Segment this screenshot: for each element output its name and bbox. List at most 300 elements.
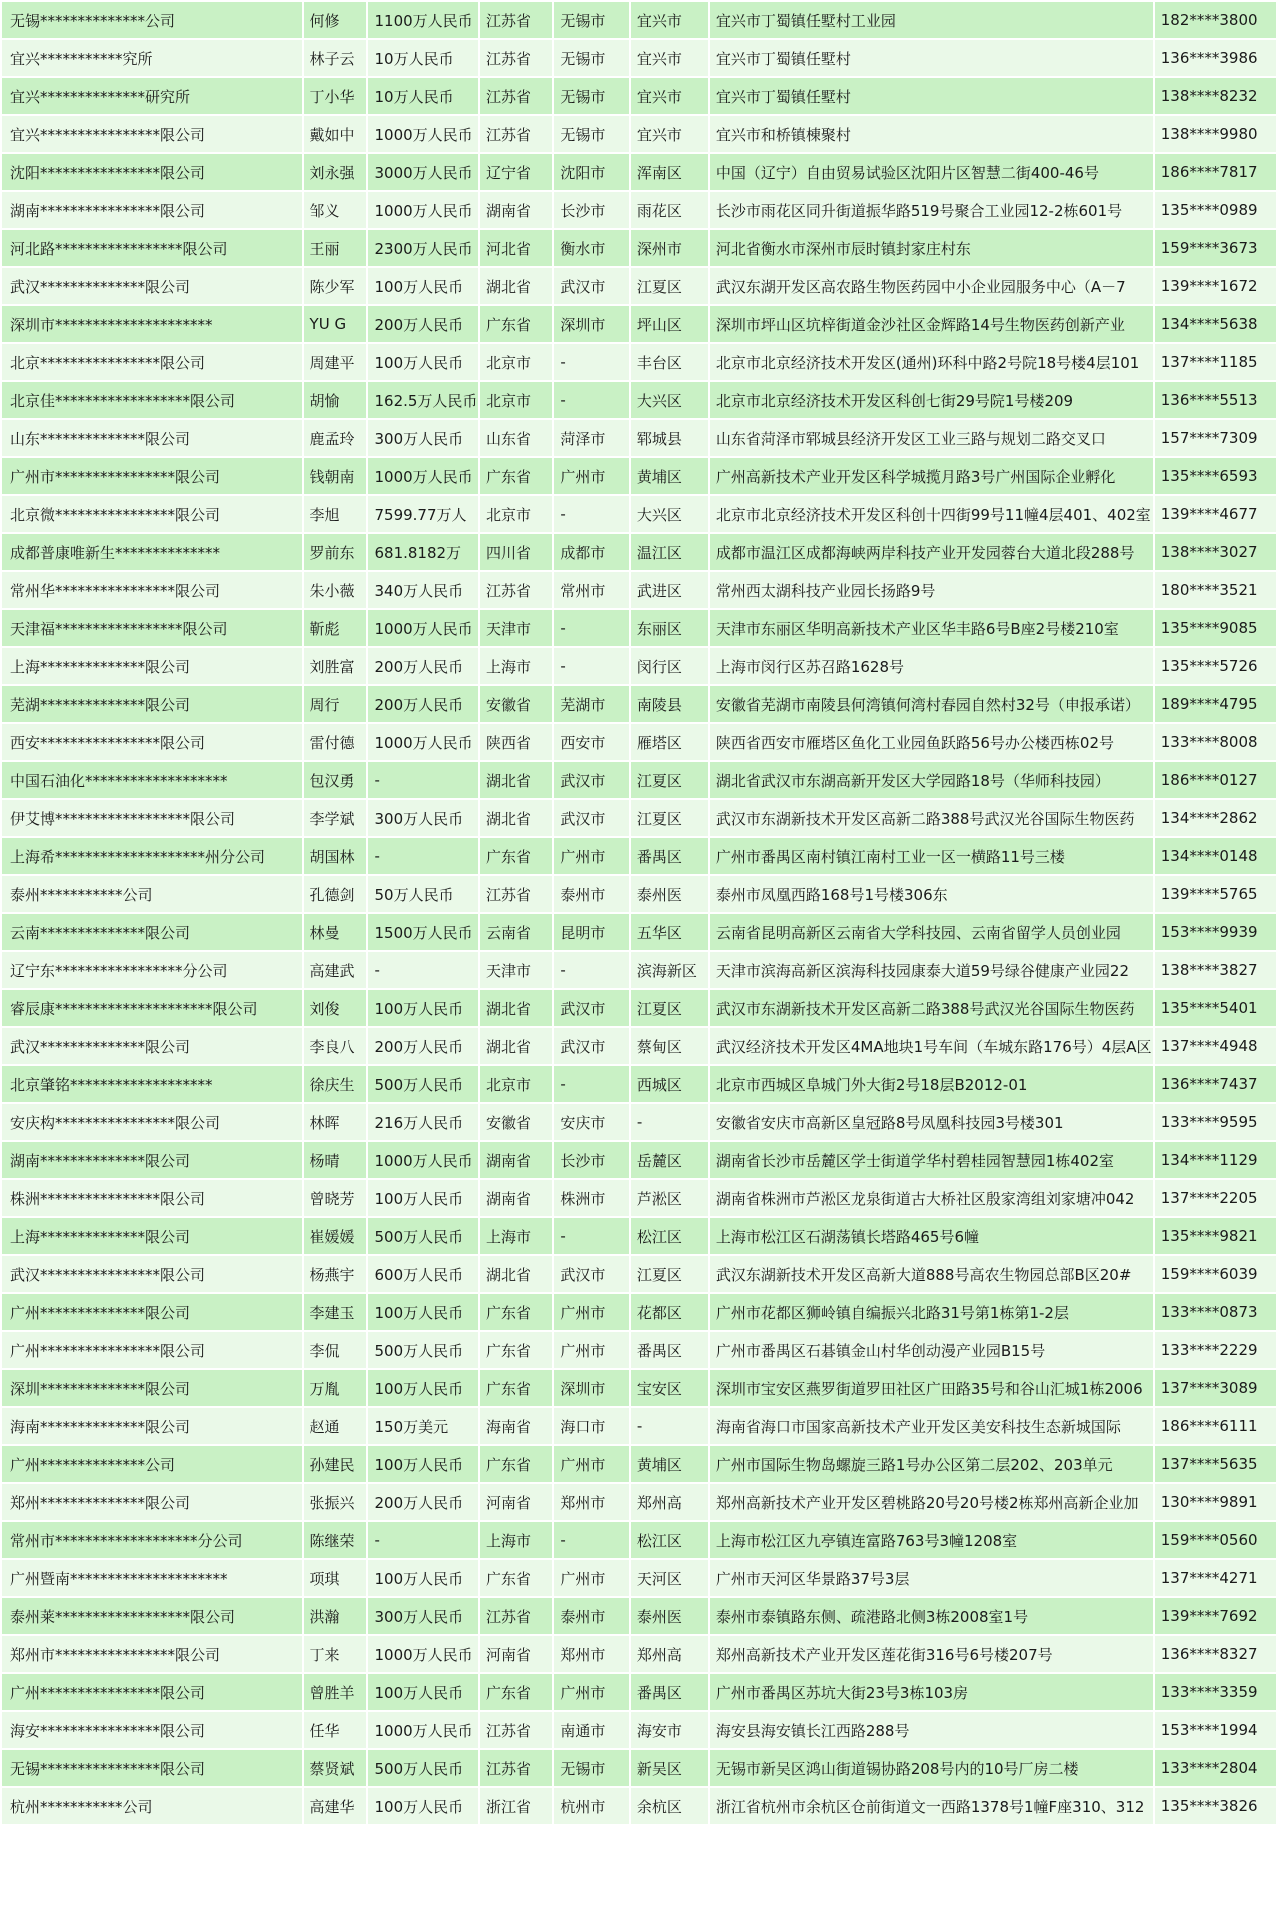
city-cell: 长沙市 <box>554 1142 629 1178</box>
company-name-cell: 云南**************限公司 <box>2 914 302 950</box>
table-row <box>2 686 1276 722</box>
city-cell: 衡水市 <box>554 230 629 266</box>
address-cell: 海安县海安镇长江西路288号 <box>710 1712 1153 1748</box>
phone-cell: 138****3027 <box>1155 534 1276 570</box>
province-cell: 湖南省 <box>480 1180 552 1216</box>
legal-rep-cell: 朱小薇 <box>304 572 367 608</box>
legal-rep-cell: 包汉勇 <box>304 762 367 798</box>
legal-rep-cell: 钱朝南 <box>304 458 367 494</box>
phone-cell: 138****3827 <box>1155 952 1276 988</box>
company-name-cell: 睿辰康*********************限公司 <box>2 990 302 1026</box>
address-cell: 安徽省安庆市高新区皇冠路8号凤凰科技园3号楼301 <box>710 1104 1153 1140</box>
address-cell: 宜兴市丁蜀镇任墅村 <box>710 40 1153 76</box>
province-cell: 陕西省 <box>480 724 552 760</box>
company-name-cell: 广州**************公司 <box>2 1446 302 1482</box>
registered-capital-cell: 1000万人民币 <box>368 192 478 228</box>
district-cell: 宜兴市 <box>631 116 708 152</box>
phone-cell: 135****5401 <box>1155 990 1276 1026</box>
city-cell: 武汉市 <box>554 800 629 836</box>
district-cell: 浑南区 <box>631 154 708 190</box>
legal-rep-cell: 孙建民 <box>304 1446 367 1482</box>
address-cell: 北京市北京经济技术开发区科创七街29号院1号楼209 <box>710 382 1153 418</box>
legal-rep-cell: 胡愉 <box>304 382 367 418</box>
registered-capital-cell: 150万美元 <box>368 1408 478 1444</box>
company-name-cell: 郑州**************限公司 <box>2 1484 302 1520</box>
province-cell: 广东省 <box>480 838 552 874</box>
address-cell: 深圳市宝安区燕罗街道罗田社区广田路35号和谷山汇城1栋2006 <box>710 1370 1153 1406</box>
legal-rep-cell: 靳彪 <box>304 610 367 646</box>
company-name-cell: 中国石油化******************* <box>2 762 302 798</box>
city-cell: 无锡市 <box>554 2 629 38</box>
legal-rep-cell: 周建平 <box>304 344 367 380</box>
address-cell: 山东省菏泽市郓城县经济开发区工业三路与规划二路交叉口 <box>710 420 1153 456</box>
city-cell: 株洲市 <box>554 1180 629 1216</box>
table-row <box>2 1484 1276 1520</box>
company-name-cell: 常州华****************限公司 <box>2 572 302 608</box>
company-name-cell: 宜兴**************研究所 <box>2 78 302 114</box>
address-cell: 广州市番禺区苏坑大街23号3栋103房 <box>710 1674 1153 1710</box>
address-cell: 泰州市凤凰西路168号1号楼306东 <box>710 876 1153 912</box>
province-cell: 上海市 <box>480 648 552 684</box>
table-row <box>2 306 1276 342</box>
address-cell: 广州市番禺区南村镇江南村工业一区一横路11号三楼 <box>710 838 1153 874</box>
registered-capital-cell: 500万人民币 <box>368 1218 478 1254</box>
legal-rep-cell: 曾胜羊 <box>304 1674 367 1710</box>
phone-cell: 134****5638 <box>1155 306 1276 342</box>
company-name-cell: 沈阳****************限公司 <box>2 154 302 190</box>
company-name-cell: 武汉****************限公司 <box>2 1256 302 1292</box>
company-name-cell: 上海希********************州分公司 <box>2 838 302 874</box>
city-cell: 无锡市 <box>554 40 629 76</box>
legal-rep-cell: 项琪 <box>304 1560 367 1596</box>
registered-capital-cell: 10万人民币 <box>368 78 478 114</box>
city-cell: 武汉市 <box>554 1256 629 1292</box>
address-cell: 成都市温江区成都海峡两岸科技产业开发园蓉台大道北段288号 <box>710 534 1153 570</box>
city-cell: 无锡市 <box>554 1750 629 1786</box>
company-name-cell: 山东**************限公司 <box>2 420 302 456</box>
registered-capital-cell: 300万人民币 <box>368 420 478 456</box>
company-name-cell: 海安****************限公司 <box>2 1712 302 1748</box>
legal-rep-cell: 胡国林 <box>304 838 367 874</box>
province-cell: 广东省 <box>480 1332 552 1368</box>
address-cell: 湖南省株洲市芦淞区龙泉街道古大桥社区殷家湾组刘家塘冲042 <box>710 1180 1153 1216</box>
legal-rep-cell: 高建武 <box>304 952 367 988</box>
legal-rep-cell: 徐庆生 <box>304 1066 367 1102</box>
city-cell: 武汉市 <box>554 1028 629 1064</box>
district-cell: 宜兴市 <box>631 78 708 114</box>
legal-rep-cell: 陈少军 <box>304 268 367 304</box>
address-cell: 常州西太湖科技产业园长扬路9号 <box>710 572 1153 608</box>
phone-cell: 186****0127 <box>1155 762 1276 798</box>
address-cell: 武汉市东湖新技术开发区高新二路388号武汉光谷国际生物医药 <box>710 800 1153 836</box>
city-cell: 深圳市 <box>554 306 629 342</box>
address-cell: 北京市北京经济技术开发区(通州)环科中路2号院18号楼4层101 <box>710 344 1153 380</box>
table-row <box>2 1294 1276 1330</box>
province-cell: 江苏省 <box>480 1712 552 1748</box>
registered-capital-cell: 2300万人民币 <box>368 230 478 266</box>
legal-rep-cell: 罗前东 <box>304 534 367 570</box>
city-cell: 深圳市 <box>554 1370 629 1406</box>
district-cell: 闵行区 <box>631 648 708 684</box>
phone-cell: 136****5513 <box>1155 382 1276 418</box>
phone-cell: 138****9980 <box>1155 116 1276 152</box>
district-cell: 郑州高 <box>631 1484 708 1520</box>
legal-rep-cell: 鹿孟玲 <box>304 420 367 456</box>
district-cell: 海安市 <box>631 1712 708 1748</box>
district-cell: 丰台区 <box>631 344 708 380</box>
table-row <box>2 534 1276 570</box>
province-cell: 广东省 <box>480 458 552 494</box>
phone-cell: 139****1672 <box>1155 268 1276 304</box>
province-cell: 云南省 <box>480 914 552 950</box>
company-name-cell: 湖南**************限公司 <box>2 1142 302 1178</box>
registered-capital-cell: 50万人民币 <box>368 876 478 912</box>
company-name-cell: 北京佳******************限公司 <box>2 382 302 418</box>
registered-capital-cell: 10万人民币 <box>368 40 478 76</box>
table-row <box>2 1674 1276 1710</box>
table-row <box>2 1332 1276 1368</box>
city-cell: 无锡市 <box>554 78 629 114</box>
table-row <box>2 40 1276 76</box>
registered-capital-cell: 1500万人民币 <box>368 914 478 950</box>
address-cell: 长沙市雨花区同升街道振华路519号聚合工业园12-2栋601号 <box>710 192 1153 228</box>
province-cell: 北京市 <box>480 382 552 418</box>
legal-rep-cell: 邹义 <box>304 192 367 228</box>
address-cell: 宜兴市和桥镇棟聚村 <box>710 116 1153 152</box>
registered-capital-cell: 100万人民币 <box>368 344 478 380</box>
table-row <box>2 2 1276 38</box>
address-cell: 天津市东丽区华明高新技术产业区华丰路6号B座2号楼210室 <box>710 610 1153 646</box>
table-row <box>2 78 1276 114</box>
province-cell: 湖北省 <box>480 1028 552 1064</box>
district-cell: 花都区 <box>631 1294 708 1330</box>
city-cell: - <box>554 344 629 380</box>
phone-cell: 134****0148 <box>1155 838 1276 874</box>
legal-rep-cell: 刘永强 <box>304 154 367 190</box>
district-cell: 郓城县 <box>631 420 708 456</box>
legal-rep-cell: 林曼 <box>304 914 367 950</box>
address-cell: 河北省衡水市深州市辰时镇封家庄村东 <box>710 230 1153 266</box>
city-cell: - <box>554 1522 629 1558</box>
registered-capital-cell: 1000万人民币 <box>368 724 478 760</box>
district-cell: 岳麓区 <box>631 1142 708 1178</box>
province-cell: 天津市 <box>480 610 552 646</box>
address-cell: 郑州高新技术产业开发区莲花街316号6号楼207号 <box>710 1636 1153 1672</box>
city-cell: 无锡市 <box>554 116 629 152</box>
district-cell: 武进区 <box>631 572 708 608</box>
district-cell: 雨花区 <box>631 192 708 228</box>
district-cell: 江夏区 <box>631 268 708 304</box>
registered-capital-cell: 100万人民币 <box>368 1294 478 1330</box>
table-row <box>2 724 1276 760</box>
city-cell: 成都市 <box>554 534 629 570</box>
city-cell: 广州市 <box>554 1674 629 1710</box>
city-cell: 武汉市 <box>554 990 629 1026</box>
phone-cell: 159****3673 <box>1155 230 1276 266</box>
province-cell: 安徽省 <box>480 1104 552 1140</box>
table-row <box>2 952 1276 988</box>
legal-rep-cell: 戴如中 <box>304 116 367 152</box>
address-cell: 海南省海口市国家高新技术产业开发区美安科技生态新城国际 <box>710 1408 1153 1444</box>
district-cell: 泰州医 <box>631 1598 708 1634</box>
address-cell: 安徽省芜湖市南陵县何湾镇何湾村春园自然村32号（申报承诺） <box>710 686 1153 722</box>
address-cell: 武汉经济技术开发区4MA地块1号车间（车城东路176号）4层A区 <box>710 1028 1153 1064</box>
phone-cell: 137****5635 <box>1155 1446 1276 1482</box>
phone-cell: 138****8232 <box>1155 78 1276 114</box>
registered-capital-cell: 216万人民币 <box>368 1104 478 1140</box>
registered-capital-cell: 100万人民币 <box>368 1674 478 1710</box>
registered-capital-cell: 1000万人民币 <box>368 1636 478 1672</box>
city-cell: 武汉市 <box>554 762 629 798</box>
table-row <box>2 1446 1276 1482</box>
city-cell: 广州市 <box>554 1332 629 1368</box>
legal-rep-cell: 刘俊 <box>304 990 367 1026</box>
province-cell: 广东省 <box>480 1560 552 1596</box>
legal-rep-cell: 万胤 <box>304 1370 367 1406</box>
province-cell: 天津市 <box>480 952 552 988</box>
registered-capital-cell: 200万人民币 <box>368 1484 478 1520</box>
district-cell: 黄埔区 <box>631 458 708 494</box>
table-row <box>2 344 1276 380</box>
table-row <box>2 876 1276 912</box>
address-cell: 武汉东湖开发区高农路生物医药园中小企业园服务中心（A－7 <box>710 268 1153 304</box>
company-name-cell: 宜兴****************限公司 <box>2 116 302 152</box>
table-row <box>2 1636 1276 1672</box>
district-cell: 郑州高 <box>631 1636 708 1672</box>
registered-capital-cell: 500万人民币 <box>368 1750 478 1786</box>
table-row <box>2 1028 1276 1064</box>
address-cell: 浙江省杭州市余杭区仓前街道文一西路1378号1幢F座310、312 <box>710 1788 1153 1824</box>
registered-capital-cell: 681.8182万 <box>368 534 478 570</box>
legal-rep-cell: 杨晴 <box>304 1142 367 1178</box>
city-cell: 广州市 <box>554 1560 629 1596</box>
registered-capital-cell: 100万人民币 <box>368 1370 478 1406</box>
district-cell: 温江区 <box>631 534 708 570</box>
district-cell: 坪山区 <box>631 306 708 342</box>
province-cell: 江苏省 <box>480 78 552 114</box>
registered-capital-cell: 300万人民币 <box>368 1598 478 1634</box>
registered-capital-cell: 200万人民币 <box>368 306 478 342</box>
province-cell: 湖北省 <box>480 762 552 798</box>
registered-capital-cell: 200万人民币 <box>368 1028 478 1064</box>
address-cell: 宜兴市丁蜀镇任墅村 <box>710 78 1153 114</box>
company-name-cell: 上海**************限公司 <box>2 648 302 684</box>
phone-cell: 133****0873 <box>1155 1294 1276 1330</box>
district-cell: 深州市 <box>631 230 708 266</box>
phone-cell: 189****4795 <box>1155 686 1276 722</box>
company-name-cell: 广州暨南********************* <box>2 1560 302 1596</box>
registered-capital-cell: 600万人民币 <box>368 1256 478 1292</box>
table-row <box>2 838 1276 874</box>
city-cell: 郑州市 <box>554 1484 629 1520</box>
address-cell: 广州高新技术产业开发区科学城揽月路3号广州国际企业孵化 <box>710 458 1153 494</box>
company-name-cell: 北京微****************限公司 <box>2 496 302 532</box>
phone-cell: 153****9939 <box>1155 914 1276 950</box>
address-cell: 无锡市新吴区鸿山街道锡协路208号内的10号厂房二楼 <box>710 1750 1153 1786</box>
city-cell: - <box>554 382 629 418</box>
registered-capital-cell: 1000万人民币 <box>368 1142 478 1178</box>
registered-capital-cell: 7599.77万人 <box>368 496 478 532</box>
phone-cell: 159****6039 <box>1155 1256 1276 1292</box>
registered-capital-cell: 1100万人民币 <box>368 2 478 38</box>
phone-cell: 133****3359 <box>1155 1674 1276 1710</box>
district-cell: 西城区 <box>631 1066 708 1102</box>
table-row <box>2 1104 1276 1140</box>
registered-capital-cell: 100万人民币 <box>368 1560 478 1596</box>
phone-cell: 137****4948 <box>1155 1028 1276 1064</box>
company-name-cell: 广州市****************限公司 <box>2 458 302 494</box>
province-cell: 山东省 <box>480 420 552 456</box>
legal-rep-cell: 赵通 <box>304 1408 367 1444</box>
legal-rep-cell: 李良八 <box>304 1028 367 1064</box>
registered-capital-cell: 162.5万人民币 <box>368 382 478 418</box>
legal-rep-cell: 孔德剑 <box>304 876 367 912</box>
phone-cell: 135****3826 <box>1155 1788 1276 1824</box>
district-cell: 松江区 <box>631 1218 708 1254</box>
phone-cell: 186****6111 <box>1155 1408 1276 1444</box>
table-row <box>2 1066 1276 1102</box>
phone-cell: 134****2862 <box>1155 800 1276 836</box>
city-cell: 广州市 <box>554 458 629 494</box>
registered-capital-cell: - <box>368 952 478 988</box>
address-cell: 湖北省武汉市东湖高新开发区大学园路18号（华师科技园） <box>710 762 1153 798</box>
phone-cell: 135****9085 <box>1155 610 1276 646</box>
phone-cell: 137****2205 <box>1155 1180 1276 1216</box>
legal-rep-cell: 李旭 <box>304 496 367 532</box>
district-cell: 大兴区 <box>631 382 708 418</box>
address-cell: 天津市滨海高新区滨海科技园康泰大道59号绿谷健康产业园22 <box>710 952 1153 988</box>
province-cell: 湖北省 <box>480 1256 552 1292</box>
province-cell: 辽宁省 <box>480 154 552 190</box>
table-row <box>2 1180 1276 1216</box>
registered-capital-cell: 500万人民币 <box>368 1066 478 1102</box>
table-row <box>2 1218 1276 1254</box>
company-name-cell: 西安****************限公司 <box>2 724 302 760</box>
city-cell: 安庆市 <box>554 1104 629 1140</box>
address-cell: 上海市松江区石湖荡镇长塔路465号6幢 <box>710 1218 1153 1254</box>
company-name-cell: 广州****************限公司 <box>2 1674 302 1710</box>
company-name-cell: 广州**************限公司 <box>2 1294 302 1330</box>
district-cell: 五华区 <box>631 914 708 950</box>
province-cell: 广东省 <box>480 1674 552 1710</box>
address-cell: 陕西省西安市雁塔区鱼化工业园鱼跃路56号办公楼西栋02号 <box>710 724 1153 760</box>
address-cell: 北京市北京经济技术开发区科创十四街99号11幢4层401、402室 <box>710 496 1153 532</box>
city-cell: 泰州市 <box>554 1598 629 1634</box>
address-cell: 武汉东湖新技术开发区高新大道888号高农生物园总部B区20# <box>710 1256 1153 1292</box>
district-cell: 余杭区 <box>631 1788 708 1824</box>
table-row <box>2 154 1276 190</box>
legal-rep-cell: 李学斌 <box>304 800 367 836</box>
province-cell: 浙江省 <box>480 1788 552 1824</box>
city-cell: - <box>554 610 629 646</box>
table-row <box>2 1408 1276 1444</box>
district-cell: 南陵县 <box>631 686 708 722</box>
district-cell: 泰州医 <box>631 876 708 912</box>
address-cell: 湖南省长沙市岳麓区学士街道学华村碧桂园智慧园1栋402室 <box>710 1142 1153 1178</box>
province-cell: 湖北省 <box>480 800 552 836</box>
phone-cell: 137****4271 <box>1155 1560 1276 1596</box>
province-cell: 河南省 <box>480 1636 552 1672</box>
table-row <box>2 990 1276 1026</box>
province-cell: 上海市 <box>480 1522 552 1558</box>
phone-cell: 153****1994 <box>1155 1712 1276 1748</box>
registered-capital-cell: 3000万人民币 <box>368 154 478 190</box>
district-cell: 番禺区 <box>631 1332 708 1368</box>
table-row <box>2 914 1276 950</box>
province-cell: 海南省 <box>480 1408 552 1444</box>
province-cell: 湖南省 <box>480 192 552 228</box>
legal-rep-cell: 李建玉 <box>304 1294 367 1330</box>
district-cell: 黄埔区 <box>631 1446 708 1482</box>
phone-cell: 133****9595 <box>1155 1104 1276 1140</box>
phone-cell: 135****9821 <box>1155 1218 1276 1254</box>
phone-cell: 130****9891 <box>1155 1484 1276 1520</box>
legal-rep-cell: 蔡贤斌 <box>304 1750 367 1786</box>
legal-rep-cell: 刘胜富 <box>304 648 367 684</box>
company-name-cell: 成都普康唯新生************** <box>2 534 302 570</box>
address-cell: 广州市花都区狮岭镇自编振兴北路31号第1栋第1-2层 <box>710 1294 1153 1330</box>
company-name-cell: 武汉**************限公司 <box>2 268 302 304</box>
company-name-cell: 无锡****************限公司 <box>2 1750 302 1786</box>
city-cell: 广州市 <box>554 838 629 874</box>
legal-rep-cell: 林子云 <box>304 40 367 76</box>
city-cell: 广州市 <box>554 1446 629 1482</box>
registered-capital-cell: - <box>368 762 478 798</box>
phone-cell: 135****0989 <box>1155 192 1276 228</box>
address-cell: 北京市西城区阜城门外大街2号18层B2012-01 <box>710 1066 1153 1102</box>
registered-capital-cell: 100万人民币 <box>368 990 478 1026</box>
registered-capital-cell: 500万人民币 <box>368 1332 478 1368</box>
city-cell: - <box>554 1066 629 1102</box>
table-row <box>2 1256 1276 1292</box>
city-cell: 芜湖市 <box>554 686 629 722</box>
province-cell: 湖北省 <box>480 990 552 1026</box>
province-cell: 安徽省 <box>480 686 552 722</box>
company-name-cell: 深圳市********************* <box>2 306 302 342</box>
legal-rep-cell: 崔媛媛 <box>304 1218 367 1254</box>
province-cell: 江苏省 <box>480 876 552 912</box>
phone-cell: 136****7437 <box>1155 1066 1276 1102</box>
phone-cell: 139****5765 <box>1155 876 1276 912</box>
table-row <box>2 230 1276 266</box>
registered-capital-cell: 100万人民币 <box>368 1446 478 1482</box>
city-cell: 郑州市 <box>554 1636 629 1672</box>
district-cell: 东丽区 <box>631 610 708 646</box>
city-cell: 沈阳市 <box>554 154 629 190</box>
province-cell: 河北省 <box>480 230 552 266</box>
table-row <box>2 1750 1276 1786</box>
phone-cell: 133****8008 <box>1155 724 1276 760</box>
district-cell: 宜兴市 <box>631 40 708 76</box>
province-cell: 广东省 <box>480 1294 552 1330</box>
legal-rep-cell: 曾晓芳 <box>304 1180 367 1216</box>
legal-rep-cell: 丁来 <box>304 1636 367 1672</box>
company-name-cell: 河北路*****************限公司 <box>2 230 302 266</box>
company-name-cell: 北京****************限公司 <box>2 344 302 380</box>
city-cell: 广州市 <box>554 1294 629 1330</box>
district-cell: 松江区 <box>631 1522 708 1558</box>
table-row <box>2 1712 1276 1748</box>
table-row <box>2 1142 1276 1178</box>
table-row <box>2 1522 1276 1558</box>
district-cell: 宜兴市 <box>631 2 708 38</box>
district-cell: 蔡甸区 <box>631 1028 708 1064</box>
address-cell: 上海市闵行区苏召路1628号 <box>710 648 1153 684</box>
company-name-cell: 武汉**************限公司 <box>2 1028 302 1064</box>
legal-rep-cell: 雷付德 <box>304 724 367 760</box>
district-cell: 番禺区 <box>631 838 708 874</box>
phone-cell: 136****8327 <box>1155 1636 1276 1672</box>
